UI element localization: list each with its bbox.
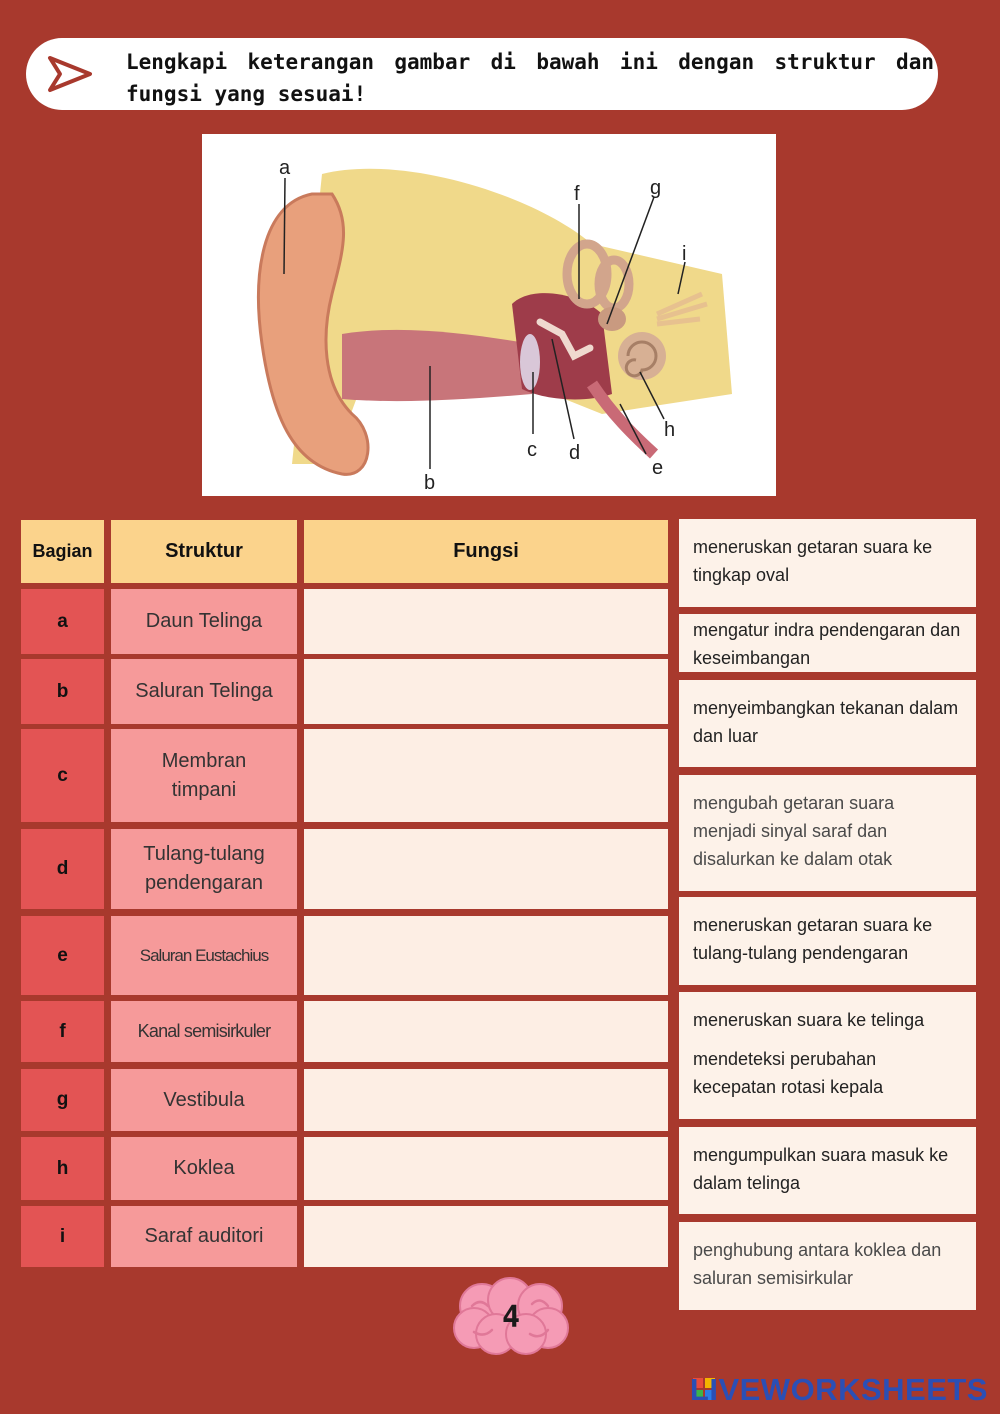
figure-label-f: f xyxy=(574,183,580,205)
row-g-fungsi-dropzone[interactable] xyxy=(304,1069,668,1131)
figure-label-h: h xyxy=(664,419,676,441)
row-e-fungsi-dropzone[interactable] xyxy=(304,916,668,995)
row-c-fungsi-dropzone[interactable] xyxy=(304,729,668,822)
row-g-struktur: Vestibula xyxy=(111,1069,297,1131)
instruction-text: Lengkapi keterangan gambar di bawah ini dengan struktur dan fungsi yang sesuai! xyxy=(126,50,934,106)
row-e-bagian: e xyxy=(21,916,104,995)
row-i-fungsi-dropzone[interactable] xyxy=(304,1206,668,1267)
figure-label-i: i xyxy=(682,243,687,265)
row-d-bagian: d xyxy=(21,829,104,909)
row-b-fungsi-dropzone[interactable] xyxy=(304,659,668,724)
ear-diagram xyxy=(202,134,776,496)
row-h-fungsi-dropzone[interactable] xyxy=(304,1137,668,1200)
row-d-struktur: Tulang-tulang pendengaran xyxy=(111,829,297,909)
row-c-struktur: Membran timpani xyxy=(111,729,297,822)
option-card[interactable]: mendeteksi perubahan kecepatan rotasi kepala xyxy=(679,1036,976,1119)
liveworksheets-brand[interactable]: LIVEWORKSHEETS xyxy=(689,1372,988,1407)
ear-anatomy-figure xyxy=(202,134,776,496)
row-f-fungsi-dropzone[interactable] xyxy=(304,1001,668,1062)
instruction-banner xyxy=(26,38,938,110)
row-a-bagian: a xyxy=(21,589,104,654)
option-card[interactable]: penghubung antara koklea dan saluran semisirkular xyxy=(679,1222,976,1310)
row-b-bagian: b xyxy=(21,659,104,724)
row-h-struktur: Koklea xyxy=(111,1137,297,1200)
figure-label-a: a xyxy=(279,157,291,179)
arrow-icon xyxy=(46,54,94,94)
row-b-struktur: Saluran Telinga xyxy=(111,659,297,724)
option-card[interactable]: meneruskan suara ke telinga xyxy=(679,992,976,1036)
option-card[interactable]: mengumpulkan suara masuk ke dalam telinga xyxy=(679,1127,976,1214)
option-card[interactable]: mengubah getaran suara menjadi sinyal saraf dan disalurkan ke dalam otak xyxy=(679,775,976,891)
row-i-struktur: Saraf auditori xyxy=(111,1206,297,1267)
option-card[interactable]: meneruskan getaran suara ke tulang-tulang pendengaran xyxy=(679,897,976,985)
page-number: 4 xyxy=(501,1300,521,1335)
header-fungsi: Fungsi xyxy=(304,520,668,583)
row-a-fungsi-dropzone[interactable] xyxy=(304,589,668,654)
row-a-struktur: Daun Telinga xyxy=(111,589,297,654)
figure-label-e: e xyxy=(652,457,664,479)
option-card[interactable]: menyeimbangkan tekanan dalam dan luar xyxy=(679,680,976,767)
row-i-bagian: i xyxy=(21,1206,104,1267)
option-card[interactable]: mengatur indra pendengaran dan keseimbangan xyxy=(679,614,976,672)
figure-label-c: c xyxy=(527,439,537,461)
row-f-bagian: f xyxy=(21,1001,104,1062)
row-e-struktur: Saluran Eustachius xyxy=(111,916,297,995)
row-d-fungsi-dropzone[interactable] xyxy=(304,829,668,909)
header-bagian: Bagian xyxy=(21,520,104,583)
row-f-struktur: Kanal semisirkuler xyxy=(111,1001,297,1062)
figure-label-b: b xyxy=(424,472,436,494)
option-card[interactable]: meneruskan getaran suara ke tingkap oval xyxy=(679,519,976,607)
row-h-bagian: h xyxy=(21,1137,104,1200)
row-g-bagian: g xyxy=(21,1069,104,1131)
row-c-bagian: c xyxy=(21,729,104,822)
figure-label-d: d xyxy=(569,442,581,464)
figure-label-g: g xyxy=(650,177,662,199)
header-struktur: Struktur xyxy=(111,520,297,583)
